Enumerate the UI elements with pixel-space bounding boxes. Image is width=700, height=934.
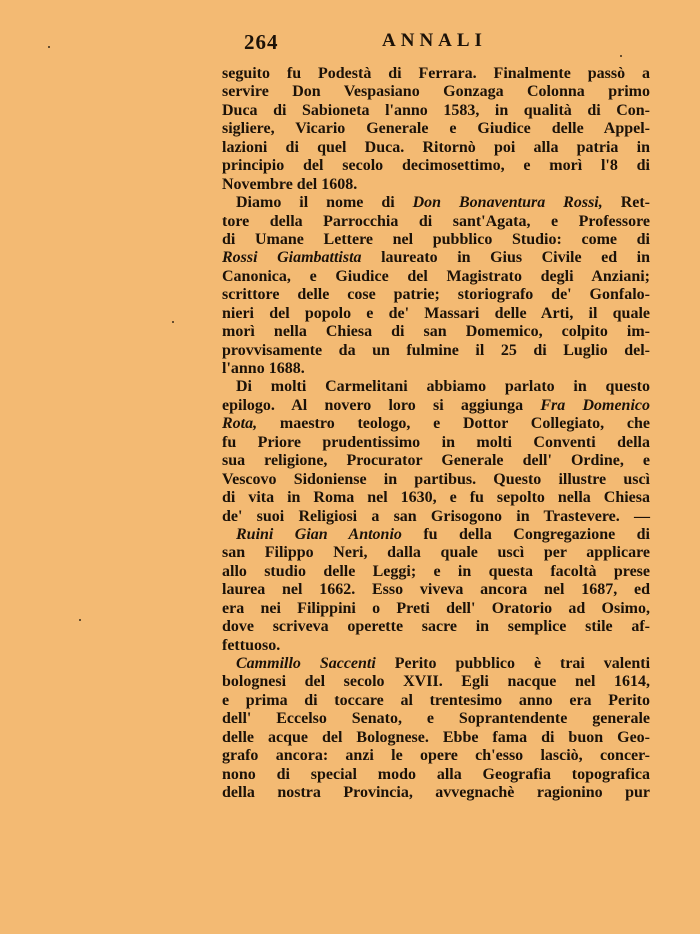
italic-name: Rota, (222, 415, 258, 433)
text-line (222, 526, 650, 544)
text-line (222, 655, 650, 673)
text-line: Novembre del 1608. (222, 175, 358, 193)
paper-speck (79, 619, 81, 621)
text-line: nono di special modo alla Geografia topografica (222, 765, 650, 783)
text-line: principio del secolo decimosettimo, e morì l'8 di (222, 157, 650, 175)
italic-name: Don Bonaventura Rossi, (412, 194, 603, 212)
text-line: de' suoi Religiosi a san Grisogono in Trastevere. — (222, 507, 650, 525)
text-span: Diamo il nome di (236, 194, 413, 212)
text-line: era nei Filippini o Preti dell' Oratorio ad Osimo, (222, 599, 650, 617)
italic-name: Rossi Giambattista (222, 249, 362, 267)
italic-name: Fra Domenico (540, 396, 650, 414)
text-line: di Umane Lettere nel pubblico Studio: come di (222, 230, 650, 248)
italic-name: Ruini Gian Antonio (236, 525, 402, 543)
running-head: ANNALI (382, 30, 487, 51)
text-span: Ret- (602, 194, 651, 212)
paper-speck (172, 321, 174, 323)
text-line: Duca di Sabioneta l'anno 1583, in qualità di Con- (222, 101, 650, 119)
text-line: scrittore delle cose patrie; storiografo de' Gonfalo- (222, 286, 650, 304)
text-line (222, 397, 650, 415)
text-span: fu della Congregazione di (401, 525, 650, 543)
text-line: san Filippo Neri, dalla quale uscì per applicare (222, 544, 650, 562)
text-line: fu Priore prudentissimo in molti Conventi della (222, 433, 650, 451)
text-line (222, 194, 650, 212)
page-header (222, 30, 652, 58)
paper-speck (620, 55, 622, 57)
text-line: Canonica, e Giudice del Magistrato degli Anziani; (222, 267, 650, 285)
text-line: dell' Eccelso Senato, e Soprantendente generale (222, 710, 650, 728)
body-text (222, 65, 650, 803)
text-line: sua religione, Procurator Generale dell' Ordine, e (222, 452, 650, 470)
text-line: della nostra Provincia, avvegnachè ragionino pur (222, 784, 650, 802)
text-span: maestro teologo, e Dottor Collegiato, che (257, 415, 650, 433)
text-line: sigliere, Vicario Generale e Giudice delle Appel- (222, 120, 650, 138)
text-line (222, 415, 650, 433)
text-line: lazioni di quel Duca. Ritornò poi alla patria in (222, 138, 650, 156)
text-line: dove scriveva operette sacre in semplice stile af- (222, 618, 650, 636)
italic-name: Cammillo Saccenti (236, 655, 376, 672)
text-line: tore della Parrocchia di sant'Agata, e Professore (222, 212, 650, 230)
text-line (222, 249, 650, 267)
text-line: bolognesi del secolo XVII. Egli nacque nel 1614, (222, 673, 650, 691)
text-line: e prima di toccare al trentesimo anno era Perito (222, 691, 650, 709)
text-line: di vita in Roma nel 1630, e fu sepolto nella Chiesa (222, 489, 650, 507)
text-line: allo studio delle Leggi; e in questa facoltà prese (222, 562, 650, 580)
text-span: epilogo. Al novero loro si aggiunga (222, 396, 541, 414)
page-number: 264 (244, 30, 279, 54)
text-line: morì nella Chiesa di san Domemico, colpito im- (222, 323, 650, 341)
text-line: servire Don Vespasiano Gonzaga Colonna primo (222, 83, 650, 101)
text-line: l'anno 1688. (222, 360, 305, 377)
text-line: grafo ancora: anzi le opere ch'esso lasciò, concer- (222, 747, 650, 765)
text-line: Di molti Carmelitani abbiamo parlato in questo (236, 378, 650, 396)
text-span: Perito pubblico è trai valenti (375, 655, 651, 672)
text-line: nieri del popolo e de' Massari delle Arti, il quale (222, 304, 650, 322)
text-line: fettuoso. (222, 636, 281, 654)
text-span: laureato in Gius Civile ed in (361, 249, 651, 267)
paper-speck (48, 46, 50, 48)
text-line: provvisamente da un fulmine il 25 di Luglio del- (222, 341, 650, 359)
text-line: seguito fu Podestà di Ferrara. Finalmente passò a (222, 65, 650, 82)
text-line: Vescovo Sidoniense in partibus. Questo illustre uscì (222, 470, 650, 488)
text-line: delle acque del Bolognese. Ebbe fama di buon Geo- (222, 728, 650, 746)
text-line: laurea nel 1662. Esso viveva ancora nel 1687, ed (222, 581, 650, 599)
